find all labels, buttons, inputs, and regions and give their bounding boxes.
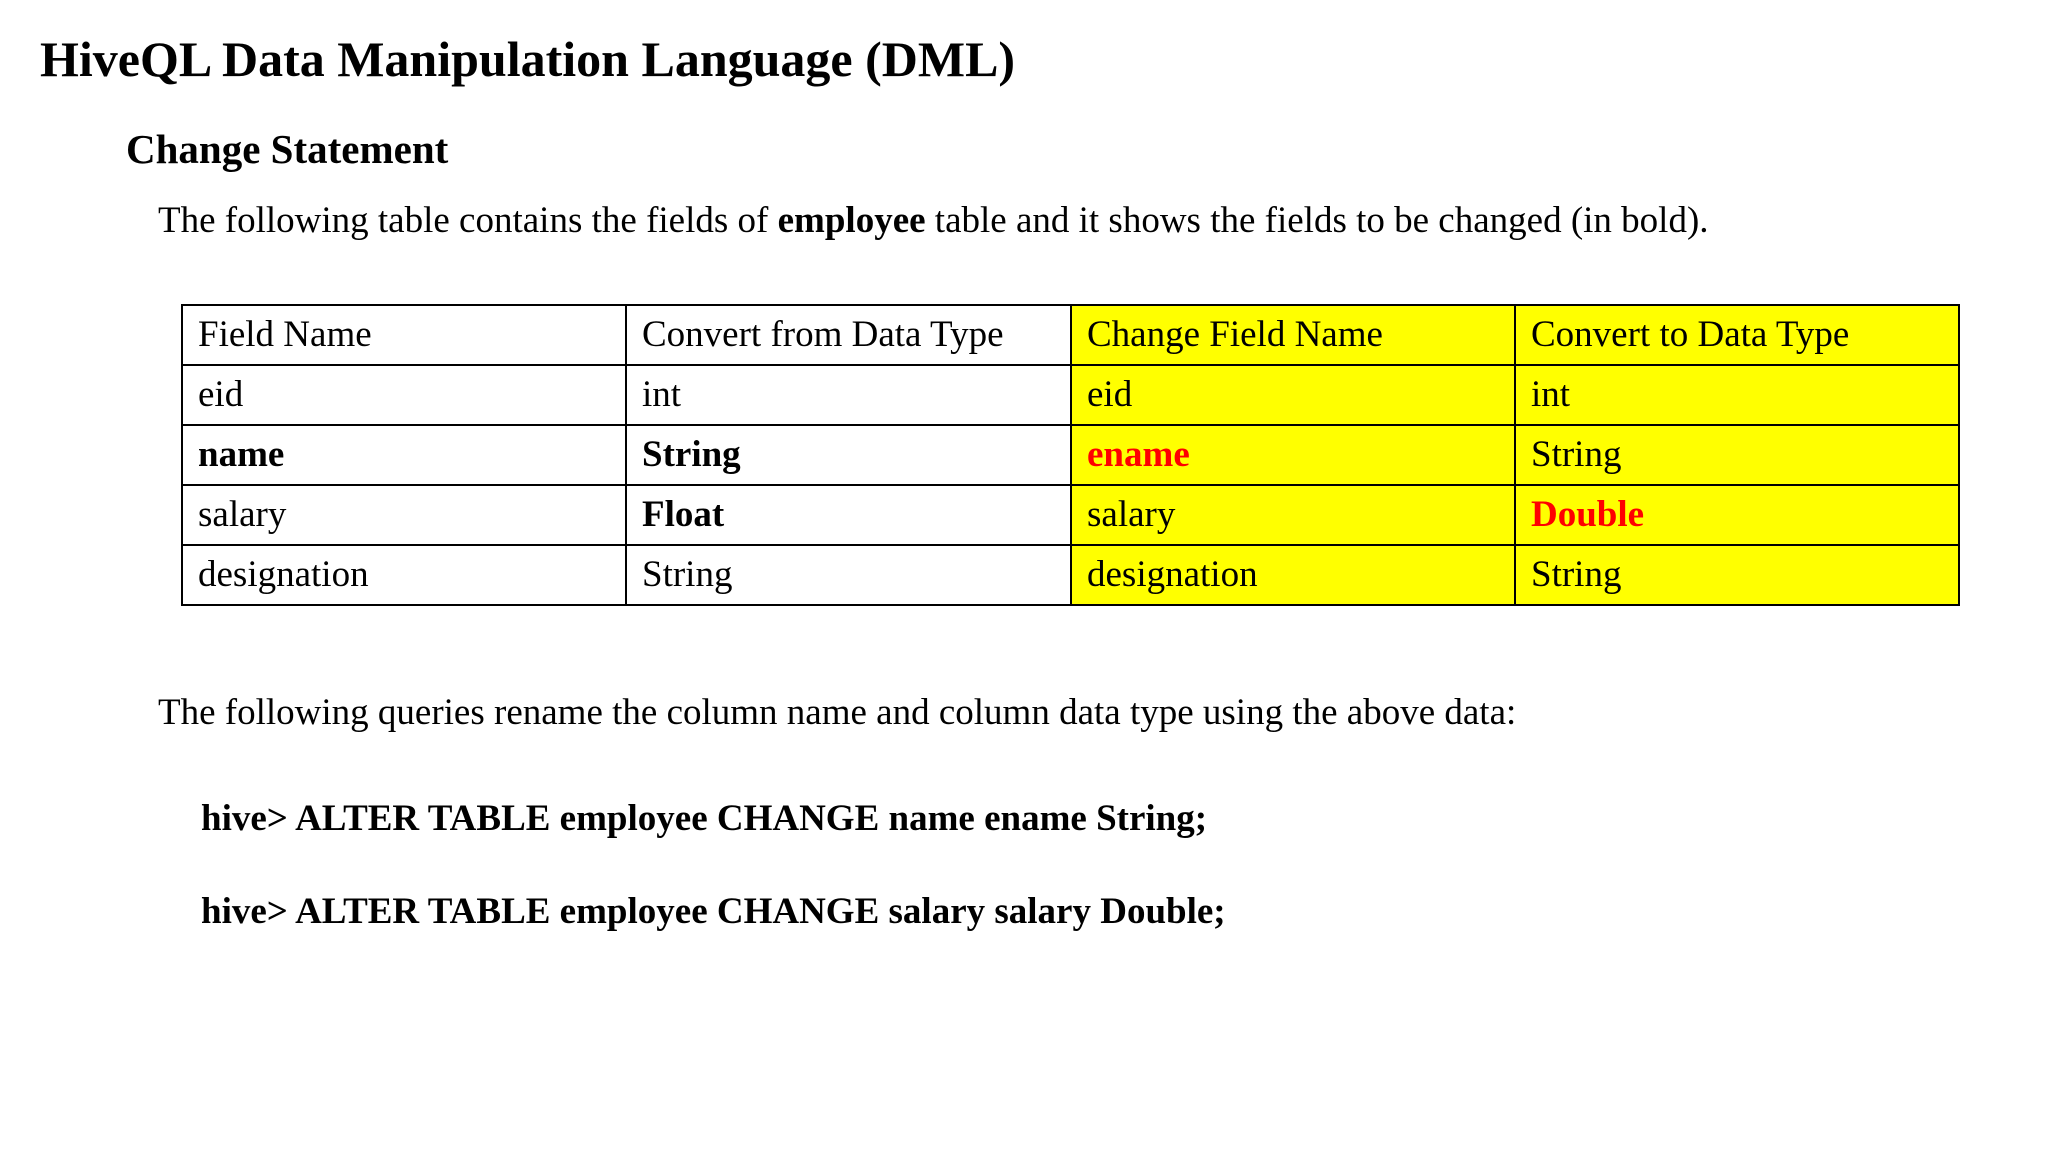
intro-emphasis: employee	[777, 200, 926, 241]
table-cell: String	[626, 545, 1071, 605]
intro-paragraph	[158, 196, 1709, 246]
table-cell: String	[626, 425, 1071, 485]
query-change-type: hive> ALTER TABLE employee CHANGE salary salary Double;	[201, 891, 1226, 932]
employee-fields-table	[181, 304, 1960, 606]
header-cell-convert-from: Convert from Data Type	[626, 305, 1071, 365]
table-cell: designation	[1071, 545, 1515, 605]
table-cell: int	[1515, 365, 1959, 425]
table-cell: int	[626, 365, 1071, 425]
table-cell: Float	[626, 485, 1071, 545]
table-cell: eid	[1071, 365, 1515, 425]
table-cell: salary	[1071, 485, 1515, 545]
intro-text-after: table and it shows the fields to be changed (in bold).	[925, 200, 1709, 241]
table-row	[182, 485, 1959, 545]
table-cell-changed: Double	[1515, 485, 1959, 545]
table-cell: salary	[182, 485, 626, 545]
intro-text-before: The following table contains the fields of	[158, 200, 778, 241]
table-header-row	[182, 305, 1959, 365]
table-cell: String	[1515, 425, 1959, 485]
table-cell-changed: ename	[1071, 425, 1515, 485]
section-title: Change Statement	[126, 126, 449, 172]
query-rename-column: hive> ALTER TABLE employee CHANGE name ename String;	[201, 798, 1208, 839]
header-cell-field-name: Field Name	[182, 305, 626, 365]
table-cell: String	[1515, 545, 1959, 605]
table-cell: designation	[182, 545, 626, 605]
table-row	[182, 365, 1959, 425]
table-row	[182, 545, 1959, 605]
table-cell: eid	[182, 365, 626, 425]
table-row	[182, 425, 1959, 485]
queries-intro: The following queries rename the column name and column data type using the above data:	[158, 692, 1517, 733]
table-cell: name	[182, 425, 626, 485]
page-title: HiveQL Data Manipulation Language (DML)	[40, 31, 1016, 87]
header-cell-change-field-name: Change Field Name	[1071, 305, 1515, 365]
header-cell-convert-to: Convert to Data Type	[1515, 305, 1959, 365]
